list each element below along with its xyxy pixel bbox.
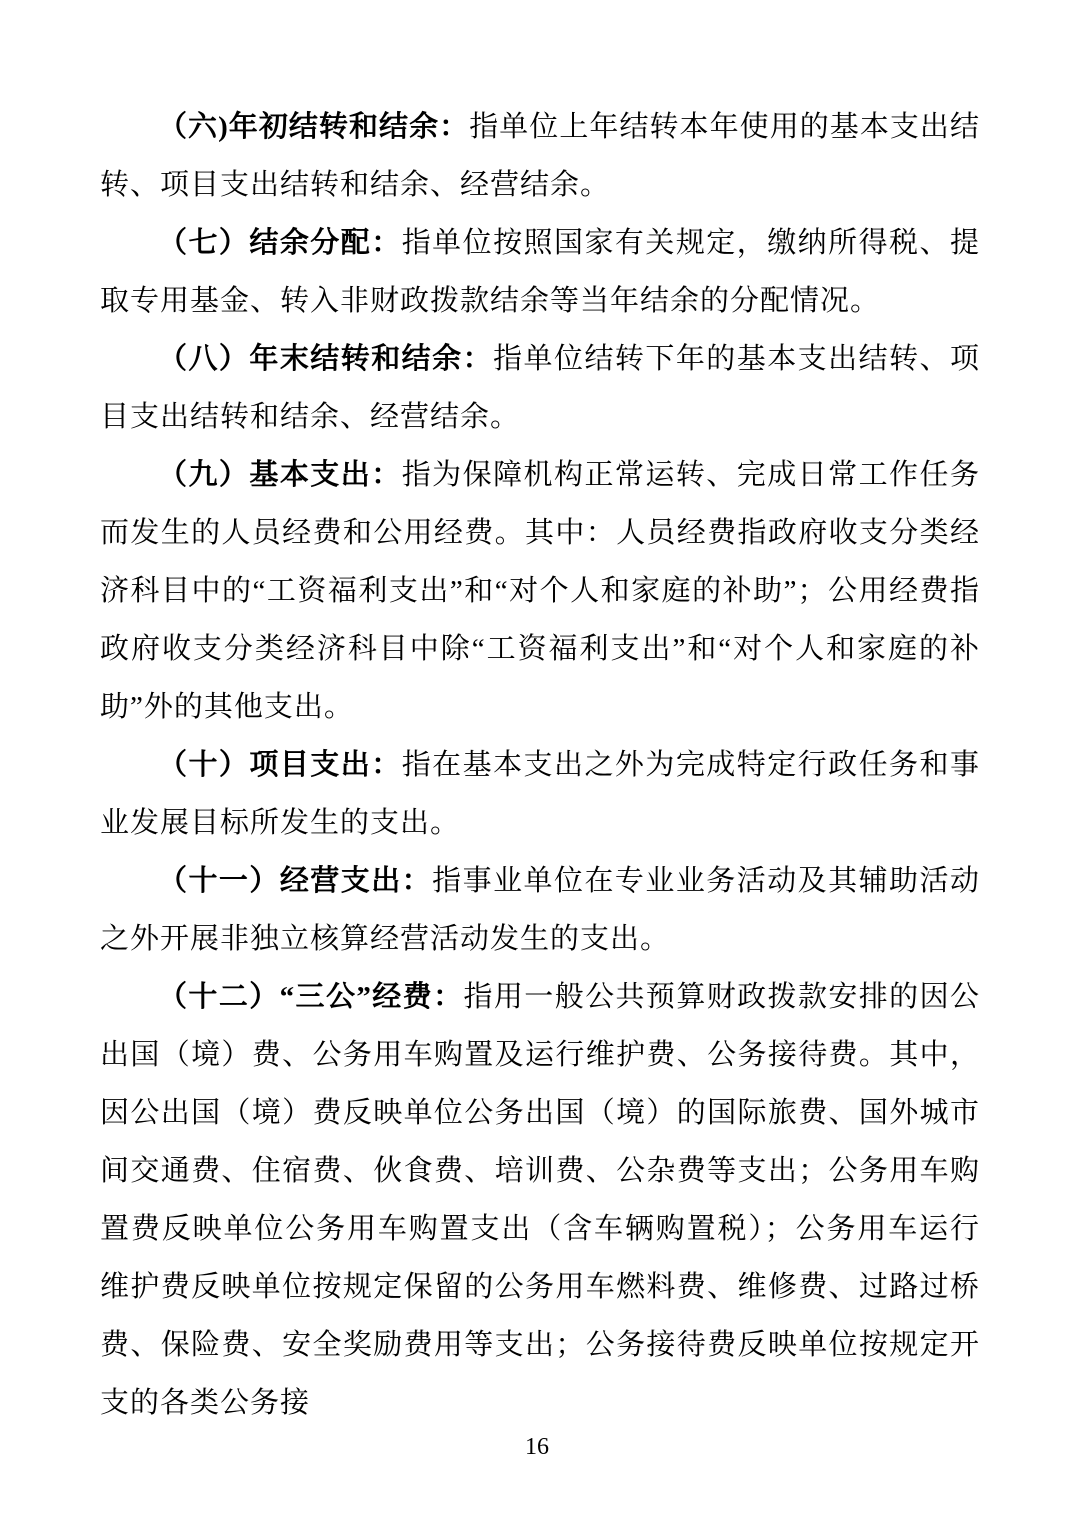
- term-definition: 指用一般公共预算财政拨款安排的因公出国（境）费、公务用车购置及运行维护费、公务接待费。其中，因公出国（境）费反映单位公务出国（境）的国际旅费、国外城市间交通费、住宿费、伙食费、培训费、公杂费等支出；公务用车购置费反映单位公务用车购置支出（含车辆购置税）；公务用车运行维护费反映单位按规定保留的公务用车燃料费、维修费、过路过桥费、保险费、安全奖励费用等支出；公务接待费反映单位按规定开支的各类公务接: [100, 981, 980, 1419]
- page-number: 16: [525, 1434, 549, 1460]
- definition-paragraph-6: [100, 98, 980, 214]
- term-heading: （七）结余分配：: [158, 227, 402, 259]
- term-definition: 指为保障机构正常运转、完成日常工作任务而发生的人员经费和公用经费。其中：人员经费指政府收支分类经济科目中的“工资福利支出”和“对个人和家庭的补助”；公用经费指政府收支分类经济科目中除“工资福利支出”和“对个人和家庭的补助”外的其他支出。: [100, 459, 980, 723]
- definition-paragraph-8: [100, 330, 980, 446]
- definition-paragraph-12: [100, 968, 980, 1432]
- term-heading: （十）项目支出：: [158, 749, 402, 781]
- term-heading: （八）年末结转和结余：: [158, 343, 494, 375]
- term-definition: 指单位上年结转本年使用的基本支出结转、项目支出结转和结余、经营结余。: [100, 111, 980, 201]
- term-definition: 指事业单位在专业业务活动及其辅助活动之外开展非独立核算经营活动发生的支出。: [100, 865, 980, 955]
- definition-paragraph-7: [100, 214, 980, 330]
- page-footer: [0, 1432, 1074, 1462]
- term-definition: 指在基本支出之外为完成特定行政任务和事业发展目标所发生的支出。: [100, 749, 980, 839]
- definition-paragraph-9: [100, 446, 980, 736]
- document-content: [100, 98, 980, 1432]
- definition-paragraph-10: [100, 736, 980, 852]
- term-heading: （九）基本支出：: [158, 459, 402, 491]
- term-definition: 指单位按照国家有关规定，缴纳所得税、提取专用基金、转入非财政拨款结余等当年结余的分配情况。: [100, 227, 980, 317]
- term-heading: （十一）经营支出：: [158, 865, 433, 897]
- definition-paragraph-11: [100, 852, 980, 968]
- term-heading: （六)年初结转和结余：: [158, 111, 470, 143]
- term-definition: 指单位结转下年的基本支出结转、项目支出结转和结余、经营结余。: [100, 343, 980, 433]
- term-heading: （十二）“三公”经费：: [158, 981, 464, 1013]
